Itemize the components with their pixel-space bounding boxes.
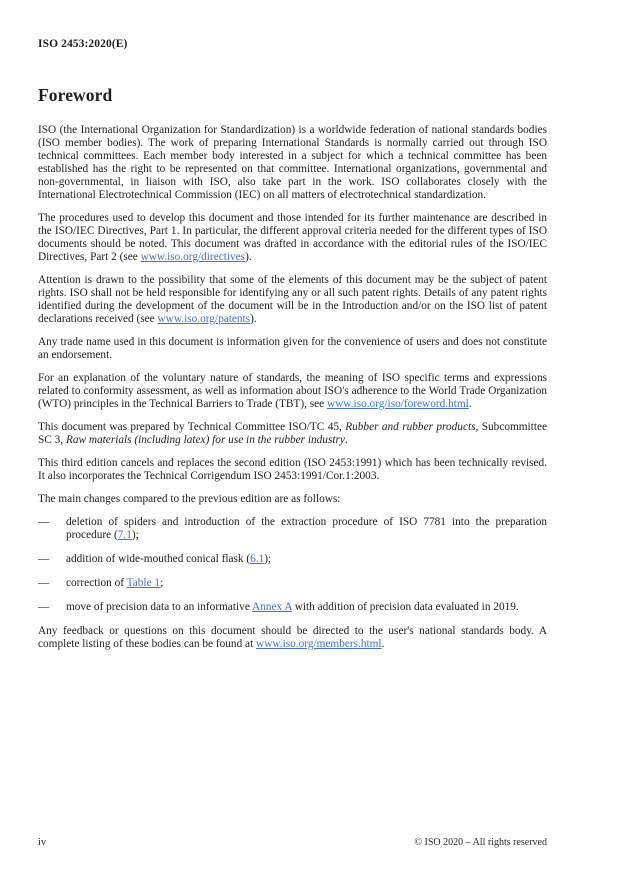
- bullet-dash: —: [38, 601, 50, 613]
- paragraph-procedures: [38, 212, 547, 264]
- bullet-dash: —: [38, 577, 50, 589]
- paragraph-text: .: [468, 398, 472, 410]
- link-iso-members[interactable]: www.iso.org/members.html: [256, 638, 382, 650]
- paragraph-text: );: [131, 529, 139, 541]
- paragraph-wto-tbt: [38, 372, 547, 411]
- paragraph-text: correction of: [66, 577, 127, 589]
- page-title: Foreword: [38, 85, 113, 105]
- page-content: [38, 38, 547, 661]
- link-annex-a[interactable]: Annex A: [252, 601, 292, 613]
- subcommittee-name: Raw materials (including latex) for use in the rubber industry: [65, 434, 345, 446]
- paragraph-text: ;: [160, 577, 164, 589]
- paragraph-text: This document was prepared by Technical Committee ISO/TC 45,: [38, 421, 346, 433]
- paragraph-text: move of precision data to an informative: [66, 601, 253, 613]
- list-item-flask: [38, 553, 547, 566]
- link-iso-patents[interactable]: www.iso.org/patents: [157, 313, 251, 325]
- list-item-table-correction: [38, 577, 547, 590]
- paragraph-text: , Subcommittee SC 3,: [38, 421, 547, 446]
- paragraph-iso-intro: [38, 124, 547, 202]
- paragraph-patent-rights: [38, 274, 547, 326]
- paragraph-text: This third edition cancels and replaces the second edition (ISO 2453:1991) which has been technically revised. It also incorporates the Technical Corrigendum ISO 2453:1991/Cor.1:2003.: [38, 457, 547, 482]
- list-item-text: [66, 577, 547, 590]
- list-item-precision-data: [38, 601, 547, 614]
- paragraph-text: );: [264, 553, 272, 565]
- page-number: iv: [38, 837, 47, 848]
- paragraph-trade-name: [38, 336, 547, 362]
- document-reference: ISO 2453:2020(E): [38, 38, 128, 50]
- paragraph-text: Attention is drawn to the possibility that some of the elements of this document may be the subject of patent rights. ISO shall not be held responsible for identifying any or all such patent rights. Details of any patent rights identified during the development of the document will be in the Introduction and/or on the ISO list of patent declarations received (see: [38, 274, 547, 325]
- paragraph-edition: [38, 457, 547, 483]
- link-clause-6-1[interactable]: 6.1: [250, 553, 265, 565]
- paragraph-text: ISO (the International Organization for Standardization) is a worldwide federation of national standards bodies (ISO member bodies). The work of preparing International Standards is normally carried out through ISO technical committees. Each member body interested in a subject for which a technical committee has been established has the right to be represented on that committee. International organizations, governmental and non-governmental, in liaison with ISO, also take part in the work. ISO collaborates closely with the International Electrotechnical Commission (IEC) on all matters of electrotechnical standardization.: [38, 124, 547, 201]
- copyright-notice: © ISO 2020 – All rights reserved: [414, 837, 547, 848]
- paragraph-committee: [38, 421, 547, 447]
- list-item-text: [66, 553, 547, 566]
- list-item-spiders: [38, 516, 547, 542]
- committee-name: Rubber and rubber products: [345, 421, 476, 433]
- paragraph-text: ).: [250, 313, 257, 325]
- paragraph-text: Any trade name used in this document is information given for the convenience of users and does not constitute an endorsement.: [38, 336, 547, 361]
- link-iso-directives[interactable]: www.iso.org/directives: [140, 251, 246, 263]
- link-table-1[interactable]: Table 1: [126, 577, 161, 589]
- paragraph-text: .: [344, 434, 348, 446]
- bullet-dash: —: [38, 553, 50, 565]
- paragraph-feedback: [38, 625, 547, 651]
- paragraph-text: The main changes compared to the previous edition are as follows:: [38, 493, 341, 505]
- paragraph-text: For an explanation of the voluntary nature of standards, the meaning of ISO specific terms and expressions related to conformity assessment, as well as information about ISO's adherence to the World Trade Organization (WTO) principles in the Technical Barriers to Trade (TBT), see: [38, 372, 547, 410]
- paragraph-changes-intro: [38, 493, 547, 506]
- list-item-text: [66, 601, 547, 614]
- link-iso-foreword[interactable]: www.iso.org/iso/foreword.html: [326, 398, 469, 410]
- page-footer: [38, 837, 547, 848]
- paragraph-text: The procedures used to develop this document and those intended for its further maintenance are described in the ISO/IEC Directives, Part 1. In particular, the different approval criteria needed for the different types of ISO documents should be noted. This document was drafted in accordance with the editorial rules of the ISO/IEC Directives, Part 2 (see: [38, 212, 547, 263]
- paragraph-text: ).: [245, 251, 252, 263]
- paragraph-text: with addition of precision data evaluated in 2019.: [291, 601, 519, 613]
- bullet-dash: —: [38, 516, 50, 528]
- paragraph-text: addition of wide-mouthed conical flask (: [66, 553, 251, 565]
- link-clause-7-1[interactable]: 7.1: [117, 529, 132, 541]
- list-item-text: [66, 516, 547, 542]
- paragraph-text: deletion of spiders and introduction of the extraction procedure of ISO 7781 into the preparation procedure (: [66, 516, 547, 541]
- paragraph-text: Any feedback or questions on this document should be directed to the user's national standards body. A complete listing of these bodies can be found at: [38, 625, 547, 650]
- paragraph-text: .: [381, 638, 385, 650]
